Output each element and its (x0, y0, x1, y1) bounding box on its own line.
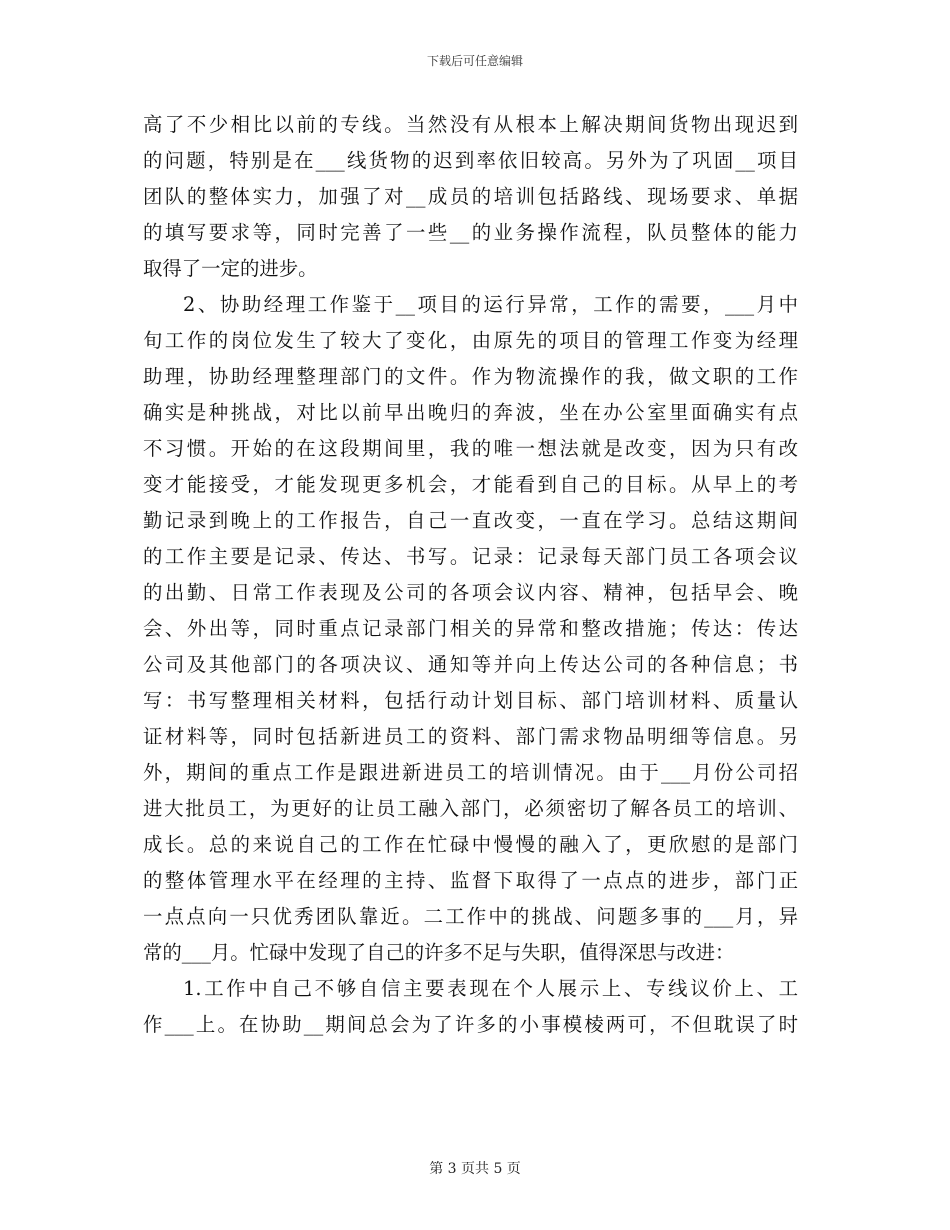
paragraph-1 (143, 107, 798, 287)
document-body (143, 107, 798, 1043)
text-line: 取得了一定的进步。 (143, 257, 318, 280)
text-line: 确实是种挑战，对比以前早出晚归的奔波，坐在办公室里面确实有点 (143, 401, 798, 424)
text-line: 成长。总的来说自己的工作在忙碌中慢慢的融入了，更欣慰的是部门 (143, 833, 798, 856)
paragraph-2 (143, 287, 798, 971)
text-line: 公司及其他部门的各项决议、通知等并向上传达公司的各种信息；书 (143, 653, 798, 676)
text-line: 1.工作中自己不够自信主要表现在个人展示上、专线议价上、工 (183, 977, 798, 1000)
text-line: 一点点向一只优秀团队靠近。二工作中的挑战、问题多事的___月，异 (143, 905, 798, 928)
text-line: 旬工作的岗位发生了较大了变化，由原先的项目的管理工作变为经理 (143, 329, 798, 352)
text-line: 写：书写整理相关材料，包括行动计划目标、部门培训材料、质量认 (143, 689, 798, 712)
text-line: 不习惯。开始的在这段期间里，我的唯一想法就是改变，因为只有改 (143, 437, 798, 460)
text-line: 变才能接受，才能发现更多机会，才能看到自己的目标。从早上的考 (143, 473, 798, 496)
text-line: 证材料等，同时包括新进员工的资料、部门需求物品明细等信息。另 (143, 725, 798, 748)
text-line: 的工作主要是记录、传达、书写。记录：记录每天部门员工各项会议 (143, 545, 798, 568)
text-line: 的出勤、日常工作表现及公司的各项会议内容、精神，包括早会、晚 (143, 581, 798, 604)
page-footer: 第 3 页共 5 页 (429, 1161, 521, 1177)
paragraph-3 (143, 971, 798, 1043)
text-line: 的整体管理水平在经理的主持、监督下取得了一点点的进步，部门正 (143, 869, 798, 892)
page-header: 下载后可任意编辑 (426, 54, 523, 68)
text-line: 高了不少相比以前的专线。当然没有从根本上解决期间货物出现迟到 (143, 113, 798, 136)
text-line: 进大批员工，为更好的让员工融入部门，必须密切了解各员工的培训、 (143, 797, 798, 820)
text-line: 作___上。在协助__期间总会为了许多的小事模棱两可，不但耽误了时 (143, 1013, 798, 1036)
text-line: 常的___月。忙碌中发现了自己的许多不足与失职，值得深思与改进： (143, 941, 735, 964)
text-line: 会、外出等，同时重点记录部门相关的异常和整改措施；传达：传达 (143, 617, 798, 640)
text-line: 团队的整体实力，加强了对__成员的培训包括路线、现场要求、单据 (143, 185, 798, 208)
text-line: 的填写要求等，同时完善了一些__的业务操作流程，队员整体的能力 (143, 221, 798, 244)
text-line: 勤记录到晚上的工作报告，自己一直改变，一直在学习。总结这期间 (143, 509, 798, 532)
text-line: 的问题，特别是在___线货物的迟到率依旧较高。另外为了巩固__项目 (143, 149, 798, 172)
text-line: 助理，协助经理整理部门的文件。作为物流操作的我，做文职的工作 (143, 365, 798, 388)
text-line: 2、协助经理工作鉴于__项目的运行异常，工作的需要，___月中 (183, 293, 798, 316)
text-line: 外，期间的重点工作是跟进新进员工的培训情况。由于___月份公司招 (143, 761, 798, 784)
